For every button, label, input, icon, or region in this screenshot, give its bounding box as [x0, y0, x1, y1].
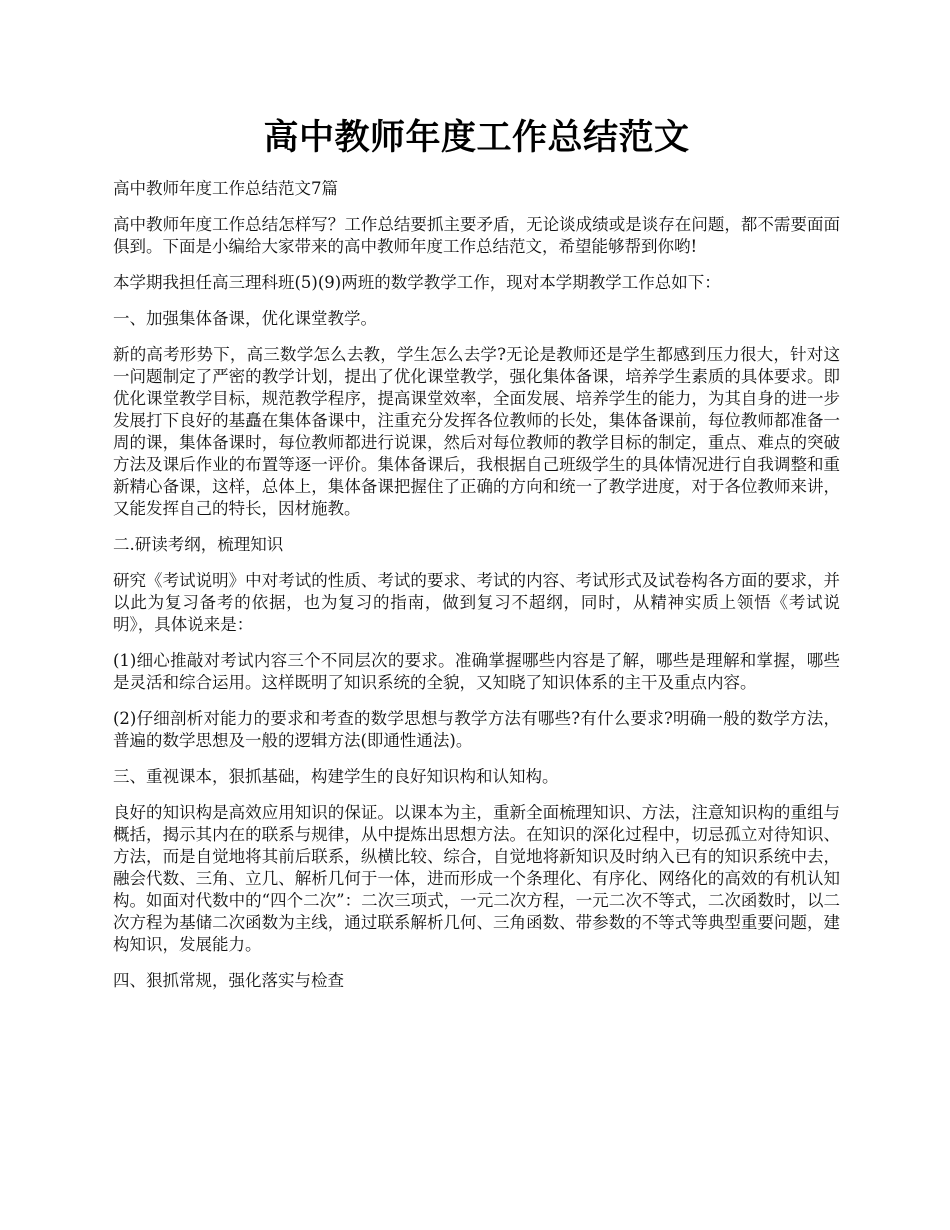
- section-heading-4: 四、狠抓常规，强化落实与检查: [113, 971, 344, 990]
- section-heading-2: 二.研读考纲，梳理知识: [113, 535, 284, 554]
- document-title: 高中教师年度工作总结范文: [263, 117, 690, 158]
- list-item-2: (2)仔细剖析对能力的要求和考查的数学思想与教学方法有哪些?有什么要求?明确一般的数学方法，普遍的数学思想及一般的逻辑方法(即通性通法)。: [113, 709, 840, 750]
- section-heading-1: 一、加强集体备课，优化课堂教学。: [113, 309, 377, 328]
- paragraph-subtitle: 高中教师年度工作总结范文7篇: [113, 179, 338, 198]
- section-heading-3: 三、重视课本，狠抓基础，构建学生的良好知识构和认知构。: [113, 767, 559, 786]
- section-body-1: 新的高考形势下，高三数学怎么去教，学生怎么去学?无论是教师还是学生都感到压力很大，针对这一问题制定了严密的教学计划，提出了优化课堂教学，强化集体备课，培养学生素质的具体要求。即优化课堂教学目标，规范教学程序，提高课堂效率，全面发展、培养学生的能力，为其自身的进一步发展打下良好的基矗在集体备课中，注重充分发挥各位教师的长处，集体备课前，每位教师都准备一周的课，集体备课时，每位教师都进行说课，然后对每位教师的教学目标的制定，重点、难点的突破方法及课后作业的布置等逐一评价。集体备课后，我根据自己班级学生的具体情况进行自我调整和重新精心备课，这样，总体上，集体备课把握住了正确的方向和统一了教学进度，对于各位教师来讲，又能发挥自己的特长，因材施教。: [113, 345, 840, 518]
- paragraph-overview: 本学期我担任高三理科班(5)(9)两班的数学教学工作，现对本学期教学工作总如下：: [113, 273, 721, 292]
- section-body-3: 良好的知识构是高效应用知识的保证。以课本为主，重新全面梳理知识、方法，注意知识构的重组与概括，揭示其内在的联系与规律，从中提炼出思想方法。在知识的深化过程中，切忌孤立对待知识、方法，而是自觉地将其前后联系，纵横比较、综合，自觉地将新知识及时纳入已有的知识系统中去，融会代数、三角、立几、解析几何于一体，进而形成一个条理化、有序化、网络化的高效的有机认知构。如面对代数中的“四个二次”：二次三项式，一元二次方程，一元二次不等式，二次函数时，以二次方程为基储二次函数为主线，通过联系解析几何、三角函数、带参数的不等式等典型重要问题，建构知识，发展能力。: [113, 803, 840, 954]
- section-body-2: 研究《考试说明》中对考试的性质、考试的要求、考试的内容、考试形式及试卷构各方面的要求，并以此为复习备考的依据，也为复习的指南，做到复习不超纲，同时，从精神实质上领悟《考试说明》，具体说来是：: [113, 571, 840, 634]
- list-item-1: (1)细心推敲对考试内容三个不同层次的要求。准确掌握哪些内容是了解，哪些是理解和掌握，哪些是灵活和综合运用。这样既明了知识系统的全貌，又知晓了知识体系的主干及重点内容。: [113, 651, 840, 692]
- paragraph-intro: 高中教师年度工作总结怎样写？工作总结要抓主要矛盾，无论谈成绩或是谈存在问题，都不需要面面俱到。下面是小编给大家带来的高中教师年度工作总结范文，希望能够帮到你哟!: [113, 215, 840, 256]
